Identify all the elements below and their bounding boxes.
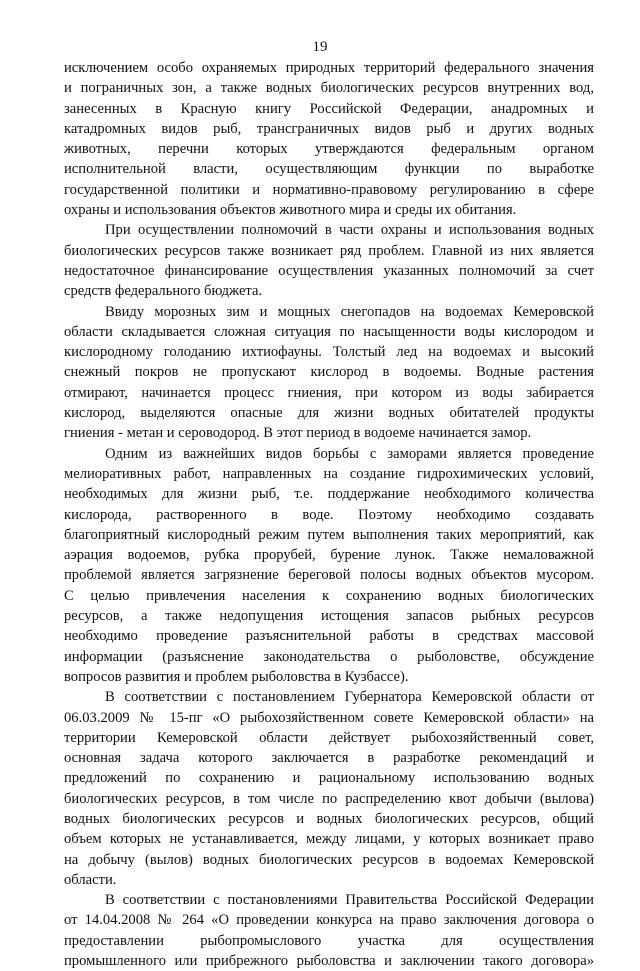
text-line: животных, перечни которых утверждаются федеральным органом [64, 141, 594, 158]
text-line: Одним из важнейших видов борьбы с заморами является проведение [105, 445, 594, 462]
text-line: территории Кемеровской области действует рыбохозяйственный совет, [64, 729, 594, 746]
text-line: охраны и использования объектов животного мира и среды их обитания. [64, 202, 517, 219]
text-line: недостаточное финансирование осуществления указанных полномочий за счет [64, 262, 594, 279]
text-line: исполнительной власти, осуществляющим функции по выработке [64, 161, 594, 178]
text-line: ресурсов, а также недопущения истощения запасов рыбных ресурсов [64, 608, 594, 625]
text-line: катадромных видов рыб, трансграничных видов рыб и других водных [64, 120, 594, 137]
paragraph [64, 220, 594, 301]
text-line: промышленного или прибрежного рыболовства и заключении такого договора» [64, 953, 594, 970]
paragraph [64, 58, 594, 220]
text-line: предложений по сохранению и рациональному использованию водных [64, 770, 594, 787]
text-line: С целью привлечения населения к сохранению водных биологических [64, 587, 594, 604]
text-line: кислорода, растворенного в воде. Поэтому необходимо создавать [64, 506, 594, 523]
text-line: снежный покров не пропускают кислород в водоемы. Водные растения [64, 364, 594, 381]
paragraph [64, 687, 594, 890]
text-line: биологических ресурсов также возникает ряд проблем. Главной из них является [64, 242, 594, 259]
text-line: и пограничных зон, а также водных биологических ресурсов внутренних вод, [64, 80, 594, 97]
text-line: аэрация водоемов, рубка прорубей, бурение лунок. Также немаловажной [64, 547, 594, 564]
document-body [64, 58, 594, 971]
text-line: благоприятный кислородный режим путем выполнения таких мероприятий, как [64, 526, 594, 543]
page-number: 19 [312, 39, 328, 55]
text-line: В соответствии с постановлениями Правительства Российской Федерации [105, 892, 594, 909]
text-line: вопросов развития и проблем рыболовства в Кузбассе). [64, 668, 409, 685]
text-line: области складывается сложная ситуация по насыщенности воды кислородом и [64, 323, 594, 340]
text-line: на добычу (вылов) водных биологических ресурсов в водоемах Кемеровской [64, 851, 594, 868]
text-line: кислородному голоданию ихтиофауны. Толстый лед на водоемах и высокий [64, 344, 594, 361]
text-line: средств федерального бюджета. [64, 283, 263, 300]
paragraph [64, 890, 594, 971]
text-line: мелиоративных работ, направленных на создание гидрохимических условий, [64, 465, 594, 482]
text-line: занесенных в Красную книгу Российской Федерации, анадромных и [64, 100, 594, 117]
text-line: необходимых для жизни рыб, т.е. поддержание необходимого количества [64, 486, 594, 503]
text-line: 06.03.2009 № 15-пг «О рыбохозяйственном совете Кемеровской области» на [64, 709, 594, 726]
text-line: от 14.04.2008 № 264 «О проведении конкурса на право заключения договора о [64, 912, 594, 929]
text-line: предоставлении рыбопромыслового участка для осуществления [64, 932, 594, 949]
text-line: необходимо проведение разъяснительной работы в средствах массовой [64, 628, 594, 645]
text-line: кислород, выделяются опасные для жизни водных обитателей продукты [64, 405, 594, 422]
text-line: биологических ресурсов, в том числе по распределению квот добычи (вылова) [64, 790, 594, 807]
text-line: государственной политики и нормативно-правовому регулированию в сфере [64, 181, 594, 198]
text-line: водных биологических ресурсов и водных биологических ресурсов, общий [64, 810, 594, 827]
paragraph [64, 302, 594, 444]
text-line: области. [64, 871, 117, 888]
text-line: гниения - метан и сероводород. В этот период в водоеме начинается замор. [64, 425, 532, 442]
paragraph [64, 444, 594, 688]
text-line: объем которых не устанавливается, между лицами, у которых возникает право [64, 831, 594, 848]
text-line: При осуществлении полномочий в части охраны и использования водных [105, 222, 594, 239]
text-line: основная задача которого заключается в разработке рекомендаций и [64, 750, 594, 767]
text-line: отмирают, начинается процесс гниения, при котором из воды забирается [64, 384, 594, 401]
text-line: информации (разъяснение законодательства о рыболовстве, обсуждение [64, 648, 594, 665]
text-line: Ввиду морозных зим и мощных снегопадов на водоемах Кемеровской [105, 303, 594, 320]
text-line: В соответствии с постановлением Губернатора Кемеровской области от [105, 689, 594, 706]
text-line: исключением особо охраняемых природных территорий федерального значения [64, 60, 594, 76]
text-line: проблемой является загрязнение береговой полосы водных объектов мусором. [64, 567, 594, 584]
